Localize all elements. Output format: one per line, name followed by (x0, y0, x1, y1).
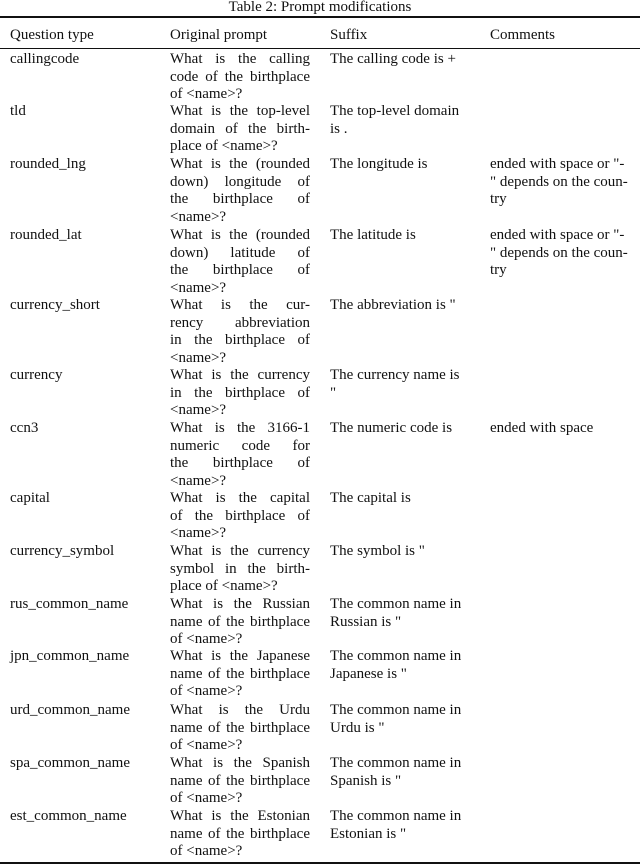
cell-line: in the birthplace of (170, 384, 310, 401)
cell-line: Estonian is " (330, 825, 407, 842)
cell-prompt (170, 648, 310, 701)
top-rule (0, 16, 640, 18)
cell-line: domain of the birth- (170, 120, 310, 137)
cell-line: The common name in (330, 702, 462, 718)
cell-type (10, 648, 160, 666)
cell-line: The longitude is (330, 156, 428, 172)
cell-suffix (330, 490, 480, 508)
cell-comments (490, 227, 635, 280)
cell-suffix (330, 808, 480, 843)
cell-line: What is the currency (170, 367, 310, 383)
cell-line: rounded_lng (10, 156, 86, 172)
cell-line: of <name>? (170, 737, 243, 753)
cell-type (10, 51, 160, 69)
cell-line: What is the top-level (170, 103, 310, 119)
cell-line: capital (10, 490, 50, 506)
cell-line: What is the Russian (170, 596, 310, 612)
cell-line: code of the birthplace (170, 68, 310, 85)
cell-line: down) latitude of (170, 244, 310, 261)
cell-prompt (170, 156, 310, 226)
cell-line: " (330, 384, 337, 401)
cell-type (10, 702, 160, 720)
cell-suffix (330, 543, 480, 561)
cell-prompt (170, 51, 310, 104)
cell-line: The top-level domain (330, 103, 460, 119)
cell-line: est_common_name (10, 808, 127, 824)
cell-comments (490, 420, 635, 438)
cell-line: of <name>? (170, 843, 243, 859)
cell-line: What is the Estonian (170, 808, 310, 824)
cell-line: What is the capital (170, 490, 310, 506)
cell-line: Urdu is " (330, 719, 385, 736)
cell-line: Russian is " (330, 613, 402, 630)
cell-line: <name>? (170, 472, 227, 489)
cell-line: name of the birthplace (170, 613, 310, 630)
cell-line: The latitude is (330, 227, 416, 243)
cell-type (10, 367, 160, 385)
cell-line: What is the currency (170, 543, 310, 559)
cell-line: The currency name is (330, 367, 460, 383)
cell-line: the birthplace of (170, 455, 310, 471)
cell-line: place of <name>? (170, 138, 278, 154)
header-comments: Comments (490, 27, 556, 43)
cell-type (10, 490, 160, 508)
cell-line: ccn3 (10, 420, 39, 436)
cell-suffix (330, 103, 480, 138)
cell-suffix (330, 367, 480, 402)
cell-suffix (330, 51, 480, 69)
cell-line: callingcode (10, 51, 80, 67)
cell-prompt (170, 297, 310, 367)
cell-line: <name>? (170, 402, 227, 418)
bottom-rule (0, 862, 640, 864)
cell-suffix (330, 596, 480, 631)
table-caption: Table 2: Prompt modifications (228, 0, 412, 15)
cell-type (10, 420, 160, 438)
header-rule (0, 48, 640, 49)
cell-line: ended with space or "- (490, 227, 625, 243)
cell-line: of <name>? (170, 631, 243, 647)
cell-line: of the birthplace of (170, 507, 310, 524)
header-original-prompt: Original prompt (170, 27, 268, 43)
cell-line: is . (330, 120, 348, 137)
cell-line: of <name>? (170, 683, 243, 699)
cell-line: currency_short (10, 297, 100, 313)
cell-line: name of the birthplace (170, 719, 310, 736)
cell-prompt (170, 808, 310, 861)
cell-prompt (170, 702, 310, 755)
cell-line: in the birthplace of (170, 332, 310, 348)
cell-suffix (330, 702, 480, 737)
cell-suffix (330, 297, 480, 315)
cell-line: down) longitude of (170, 173, 310, 190)
cell-line: ended with space (490, 420, 594, 436)
cell-line: The common name in (330, 596, 462, 612)
cell-line: currency_symbol (10, 543, 115, 559)
cell-prompt (170, 596, 310, 649)
cell-line: What is the Japanese (170, 648, 310, 664)
cell-line: name of the birthplace (170, 665, 310, 682)
cell-line: The numeric code is (330, 420, 453, 436)
cell-line: The calling code is + (330, 51, 456, 67)
cell-line: name of the birthplace (170, 825, 310, 842)
cell-line: " depends on the coun- (490, 244, 628, 261)
cell-line: spa_common_name (10, 755, 130, 771)
cell-prompt (170, 490, 310, 543)
cell-line: jpn_common_name (10, 648, 130, 664)
cell-prompt (170, 367, 310, 420)
cell-type (10, 227, 160, 245)
cell-line: <name>? (170, 525, 227, 541)
cell-line: place of <name>? (170, 578, 278, 594)
cell-line: What is the Spanish (170, 755, 310, 771)
cell-line: What is the (rounded (170, 227, 310, 243)
cell-suffix (330, 648, 480, 683)
cell-line: What is the cur- (170, 297, 310, 313)
cell-line: rency abbreviation (170, 314, 310, 331)
cell-type (10, 156, 160, 174)
cell-line: " depends on the coun- (490, 173, 628, 190)
cell-line: The capital is (330, 490, 411, 506)
cell-line: The common name in (330, 808, 462, 824)
cell-line: The symbol is " (330, 543, 425, 559)
cell-prompt (170, 227, 310, 297)
cell-prompt (170, 420, 310, 490)
cell-line: try (490, 191, 507, 207)
cell-line: rus_common_name (10, 596, 129, 612)
cell-line: What is the (rounded (170, 156, 310, 172)
cell-line: urd_common_name (10, 702, 130, 718)
cell-line: tld (10, 103, 26, 119)
cell-suffix (330, 755, 480, 790)
cell-suffix (330, 420, 480, 438)
cell-line: The common name in (330, 648, 462, 664)
cell-line: the birthplace of (170, 262, 310, 278)
cell-line: <name>? (170, 349, 227, 366)
cell-line: of <name>? (170, 790, 243, 806)
cell-line: currency (10, 367, 63, 383)
cell-type (10, 755, 160, 773)
header-suffix: Suffix (330, 27, 368, 43)
cell-prompt (170, 103, 310, 156)
cell-line: <name>? (170, 279, 227, 296)
cell-line: name of the birthplace (170, 772, 310, 789)
cell-prompt (170, 755, 310, 808)
cell-line: ended with space or "- (490, 156, 625, 172)
cell-line: symbol in the birth- (170, 560, 310, 577)
cell-type (10, 543, 160, 561)
cell-line: What is the calling (170, 51, 310, 67)
cell-line: try (490, 262, 507, 278)
cell-suffix (330, 227, 480, 245)
cell-type (10, 596, 160, 614)
cell-line: Spanish is " (330, 772, 402, 789)
cell-line: numeric code for (170, 437, 310, 454)
cell-line: the birthplace of (170, 191, 310, 207)
cell-line: rounded_lat (10, 227, 82, 243)
cell-type (10, 103, 160, 121)
cell-line: Japanese is " (330, 665, 407, 682)
cell-line: of <name>? (170, 86, 243, 102)
cell-line: The abbreviation is " (330, 297, 456, 313)
cell-prompt (170, 543, 310, 596)
cell-type (10, 808, 160, 826)
cell-line: What is the Urdu (170, 702, 310, 718)
cell-comments (490, 156, 635, 209)
cell-type (10, 297, 160, 315)
cell-line: The common name in (330, 755, 462, 771)
header-question-type: Question type (10, 27, 94, 43)
cell-suffix (330, 156, 480, 174)
cell-line: What is the 3166-1 (170, 420, 310, 436)
cell-line: <name>? (170, 208, 227, 225)
